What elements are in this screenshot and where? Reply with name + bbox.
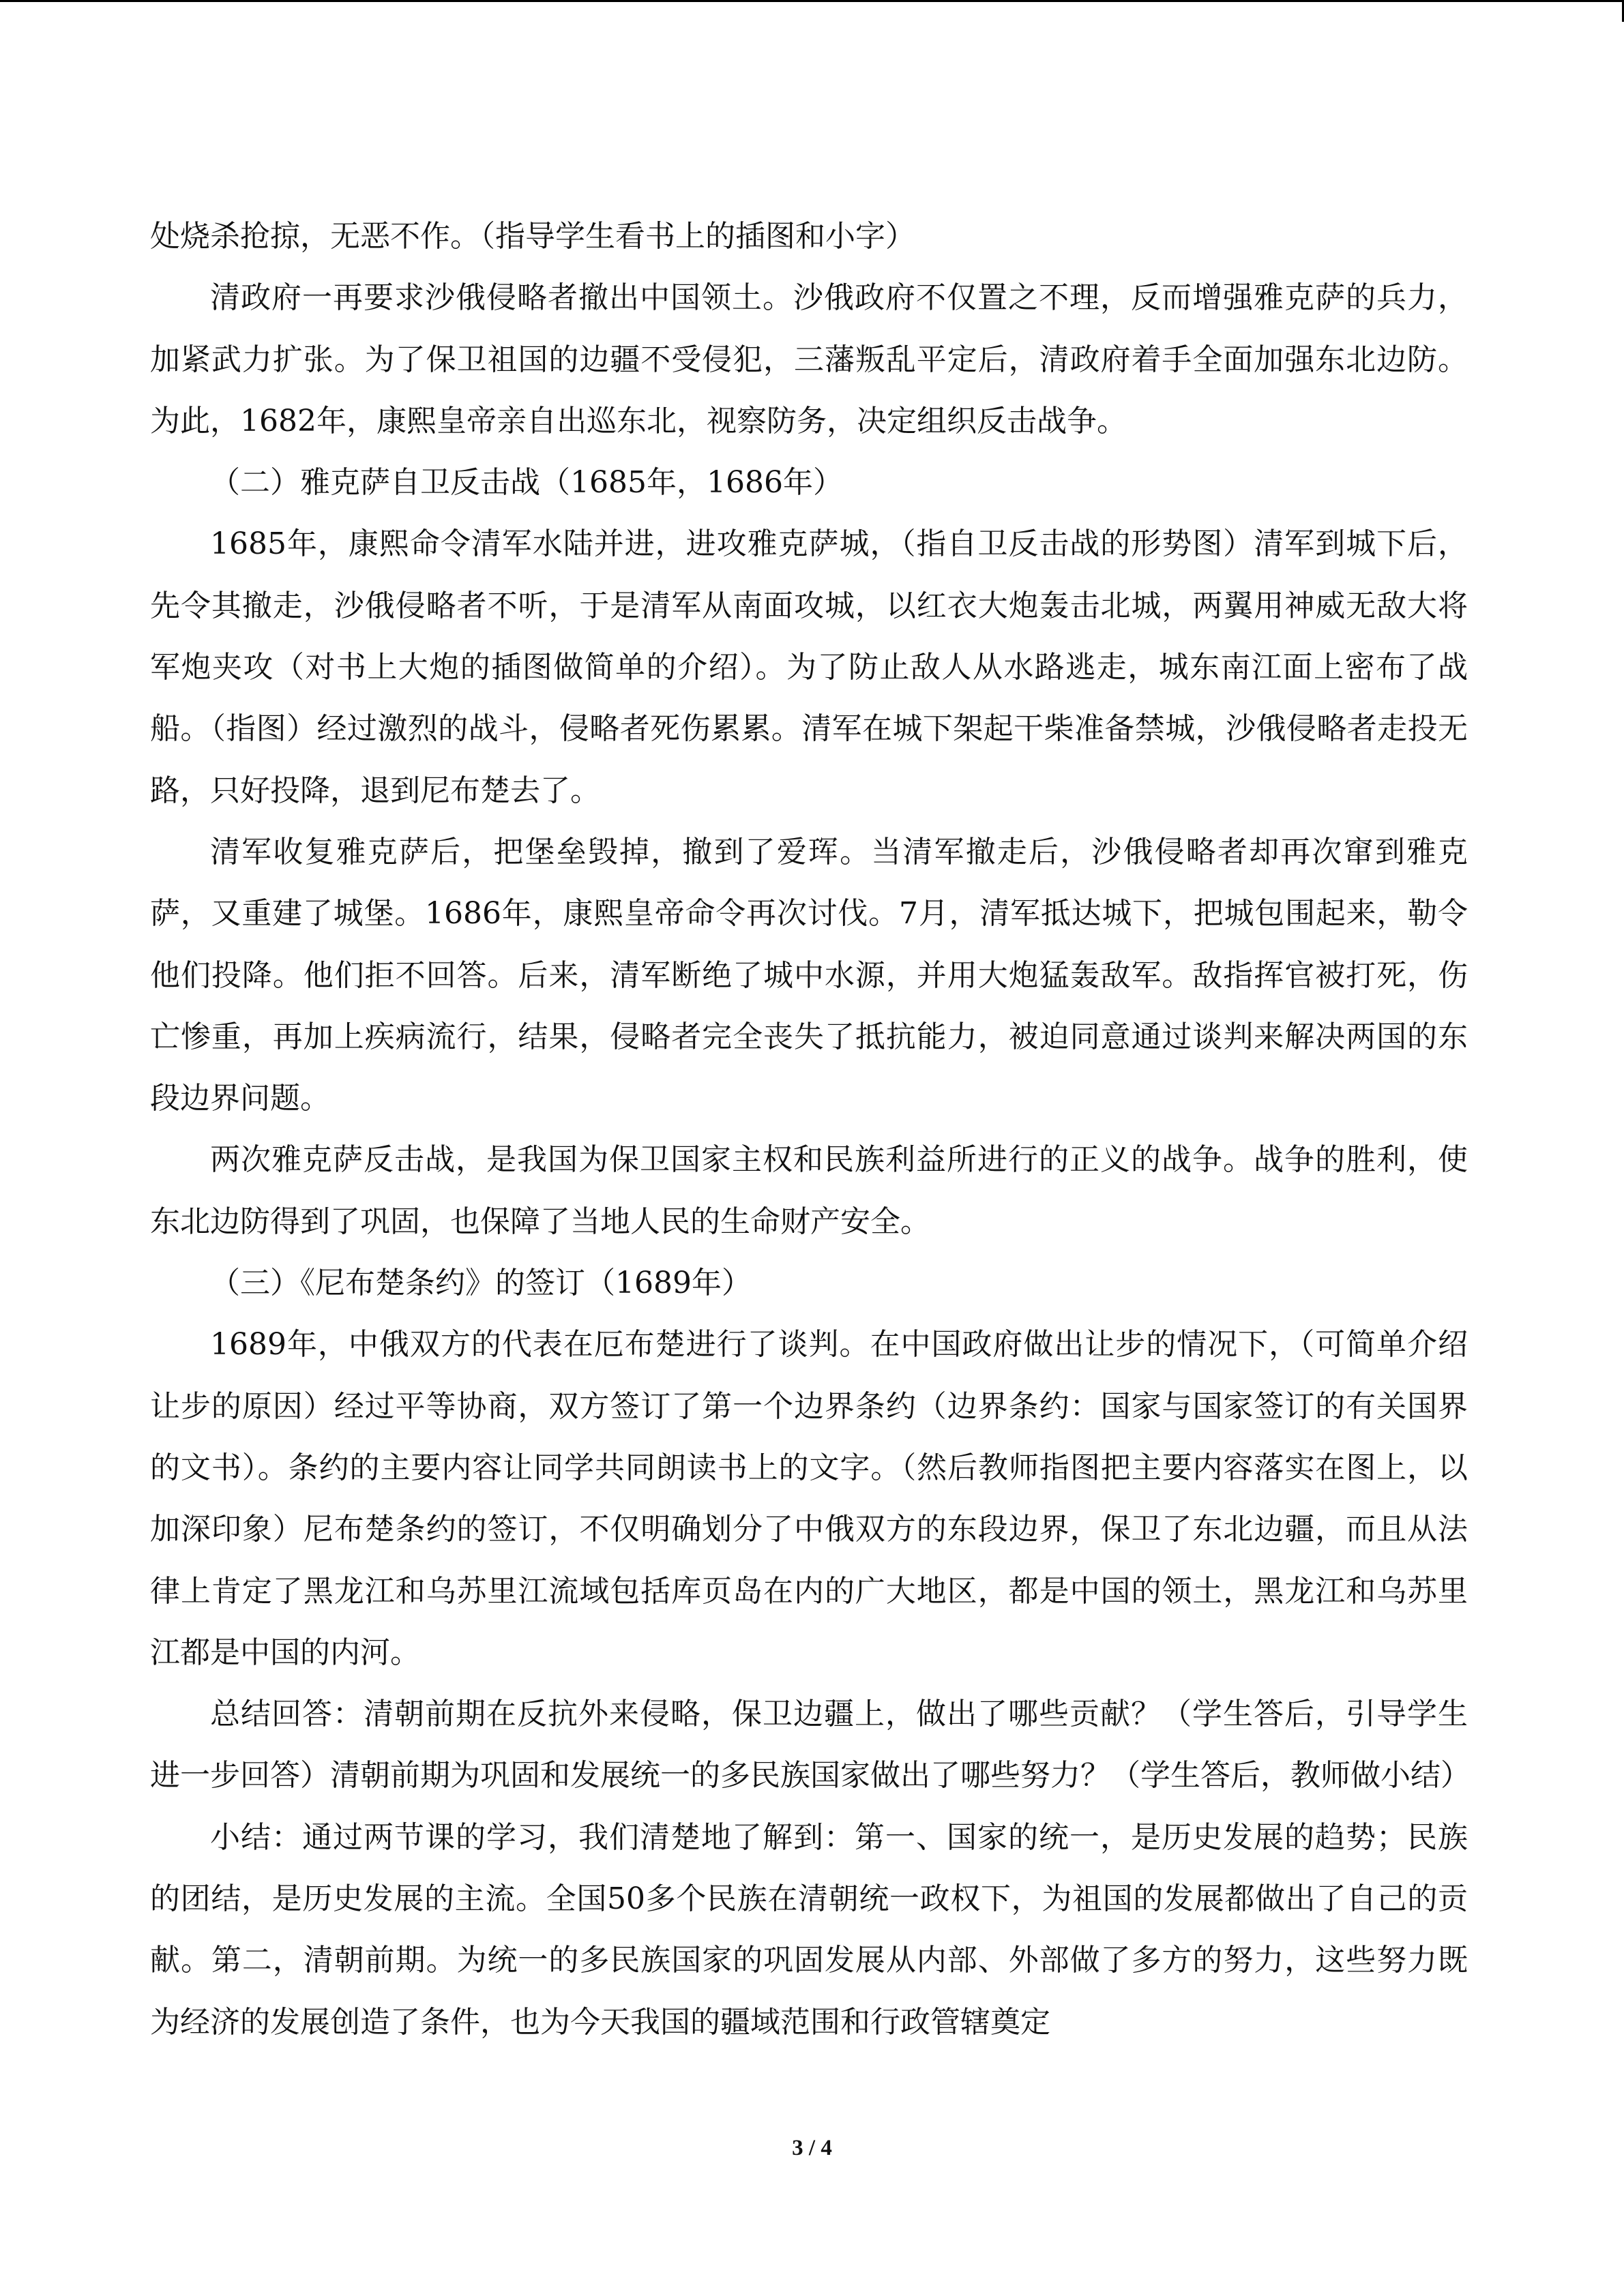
document-body: [150, 206, 1471, 2053]
top-border-line: [0, 0, 1624, 2]
paragraph-1686-campaign: 清军收复雅克萨后，把堡垒毁掉，撤到了爱珲。当清军撤走后，沙俄侵略者却再次窜到雅克萨，又重建了城堡。1686年，康熙皇帝命令再次讨伐。7月，清军抵达城下，把城包围起来，勒令他们投降。他们拒不回答。后来，清军断绝了城中水源，并用大炮猛轰敌军。敌指挥官被打死，伤亡惨重，再加上疾病流行，结果，侵略者完全丧失了抵抗能力，被迫同意通过谈判来解决两国的东段边界问题。: [150, 834, 1468, 1116]
section-heading-nerchinsk-treaty: （三）《尼布楚条约》的签订（1689年）: [210, 1266, 752, 1301]
section-heading-yakesa-war: （二）雅克萨自卫反击战（1685年，1686年）: [210, 465, 843, 501]
paragraph-continuation: 处烧杀抢掠，无恶不作。（指导学生看书上的插图和小字）: [150, 219, 915, 254]
paragraph-summary-question: 总结回答：清朝前期在反抗外来侵略，保卫边疆上，做出了哪些贡献？（学生答后，引导学生进一步回答）清朝前期为巩固和发展统一的多民族国家做出了哪些努力？（学生答后，教师做小结）: [150, 1697, 1471, 1793]
paragraph-conclusion: 小结：通过两节课的学习，我们清楚地了解到：第一、国家的统一，是历史发展的趋势；民族的团结，是历史发展的主流。全国50多个民族在清朝统一政权下，为祖国的发展都做出了自己的贡献。第二，清朝前期。为统一的多民族国家的巩固发展从内部、外部做了多方的努力，这些努力既为经济的发展创造了条件，也为今天我国的疆域范围和行政管辖奠定: [150, 1819, 1468, 2040]
paragraph-treaty-negotiation: 1689年，中俄双方的代表在厄布楚进行了谈判。在中国政府做出让步的情况下，（可简单介绍让步的原因）经过平等协商，双方签订了第一个边界条约（边界条约：国家与国家签订的有关国界的文书）。条约的主要内容让同学共同朗读书上的文字。（然后教师指图把主要内容落实在图上，以加深印象）尼布楚条约的签订，不仅明确划分了中俄双方的东段边界，保卫了东北边疆，而且从法律上肯定了黑龙江和乌苏里江流域包括库页岛在内的广大地区，都是中国的领土，黑龙江和乌苏里江都是中国的内河。: [150, 1327, 1468, 1670]
page-number: 3 / 4: [792, 2136, 832, 2160]
paragraph-1685-campaign: 1685年，康熙命令清军水陆并进，进攻雅克萨城，（指自卫反击战的形势图）清军到城下后，先令其撤走，沙俄侵略者不听，于是清军从南面攻城，以红衣大炮轰击北城，两翼用神威无敌大将军炮夹攻（对书上大炮的插图做简单的介绍）。为了防止敌人从水路逃走，城东南江面上密布了战船。（指图）经过激烈的战斗，侵略者死伤累累。清军在城下架起干柴准备禁城，沙俄侵略者走投无路，只好投降，退到尼布楚去了。: [150, 526, 1468, 808]
paragraph-qing-demands: 清政府一再要求沙俄侵略者撤出中国领土。沙俄政府不仅置之不理，反而增强雅克萨的兵力，加紧武力扩张。为了保卫祖国的边疆不受侵犯，三藩叛乱平定后，清政府着手全面加强东北边防。为此，1682年，康熙皇帝亲自出巡东北，视察防务，决定组织反击战争。: [150, 280, 1468, 438]
paragraph-war-significance: 两次雅克萨反击战，是我国为保卫国家主权和民族利益所进行的正义的战争。战争的胜利，使东北边防得到了巩固，也保障了当地人民的生命财产安全。: [150, 1142, 1468, 1239]
